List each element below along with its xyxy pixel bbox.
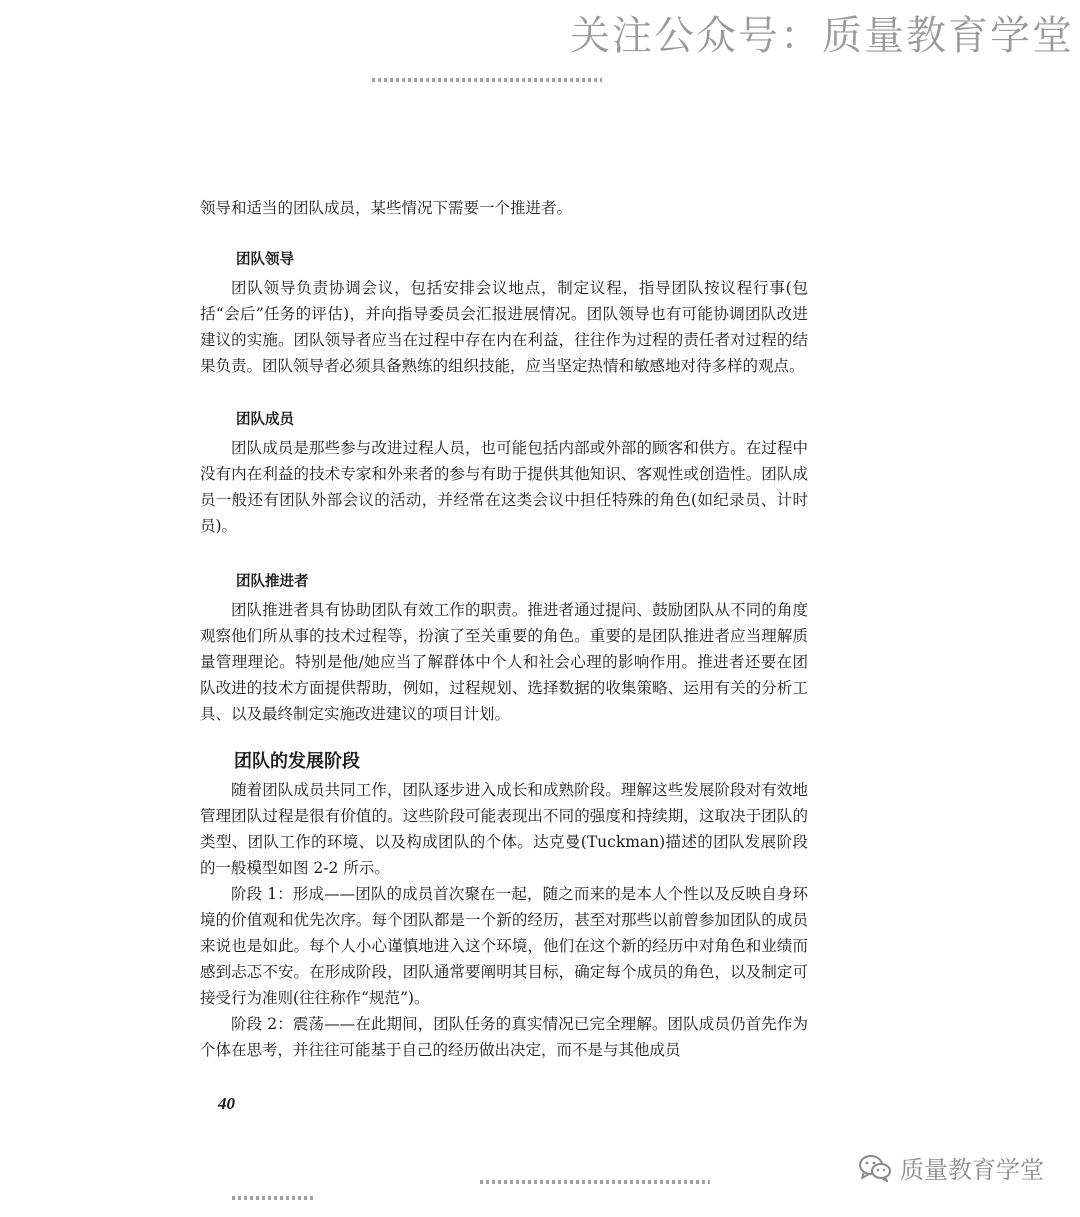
intro-paragraph: 领导和适当的团队成员，某些情况下需要一个推进者。 <box>200 199 573 217</box>
section-heading: 团队的发展阶段 <box>234 751 360 772</box>
section-paragraph: 团队领导负责协调会议，包括安排会议地点，制定议程，指导团队按议程行事(包括“会后”任务的评估)，并向指导委员会汇报进展情况。团队领导也有可能协调团队改进建议的实施。团队领导者应当在过程中存在内在利益，往往作为过程的责任者对过程的结果负责。团队领导者必须具备熟练的组织技能，应当坚定热情和敏感地对待多样的观点。 <box>200 279 808 375</box>
page-number: 40 <box>218 1094 235 1113</box>
scan-artifact-top <box>372 78 602 82</box>
section-heading: 团队成员 <box>236 412 294 428</box>
stages-paragraph: 随着团队成员共同工作，团队逐步进入成长和成熟阶段。理解这些发展阶段对有效地管理团队过程是很有价值的。这些阶段可能表现出不同的强度和持续期，这取决于团队的类型、团队工作的环境、以及构成团队的个体。达克曼(Tuckman)描述的团队发展阶段的一般模型如图 2-2 所示。 <box>200 781 808 877</box>
watermark-top: 关注公众号：质量教育学堂 <box>570 13 1074 59</box>
section-heading: 团队推进者 <box>236 574 309 590</box>
stage-2-paragraph: 阶段 2：震荡——在此期间，团队任务的真实情况已完全理解。团队成员仍首先作为个体在思考，并往往可能基于自己的经历做出决定，而不是与其他成员 <box>200 1015 808 1059</box>
section-team-facilitator <box>200 569 808 727</box>
scan-artifact-bottom-1 <box>480 1180 710 1184</box>
section-team-leader <box>200 247 808 379</box>
section-heading: 团队领导 <box>236 252 294 268</box>
page-body <box>200 195 808 1063</box>
stage-1-paragraph: 阶段 1：形成——团队的成员首次聚在一起，随之而来的是本人个性以及反映自身环境的价值观和优先次序。每个团队都是一个新的经历，甚至对那些以前曾参加团队的成员来说也是如此。每个人小心谨慎地进入这个环境，他们在这个新的经历中对角色和业绩而感到忐忑不安。在形成阶段，团队通常要阐明其目标，确定每个成员的角色，以及制定可接受行为准则(往往称作“规范”)。 <box>200 885 808 1007</box>
section-team-stages <box>200 749 808 1063</box>
section-team-member <box>200 407 808 539</box>
watermark-bottom-text: 质量教育学堂 <box>900 1156 1044 1184</box>
scan-artifact-bottom-2 <box>232 1196 316 1200</box>
section-paragraph: 团队成员是那些参与改进过程人员，也可能包括内部或外部的顾客和供方。在过程中没有内在利益的技术专家和外来者的参与有助于提供其他知识、客观性或创造性。团队成员一般还有团队外部会议的活动，并经常在这类会议中担任特殊的角色(如纪录员、计时员)。 <box>200 439 808 535</box>
watermark-bottom <box>858 1150 1044 1185</box>
section-paragraph: 团队推进者具有协助团队有效工作的职责。推进者通过提问、鼓励团队从不同的角度观察他们所从事的技术过程等，扮演了至关重要的角色。重要的是团队推进者应当理解质量管理理论。特别是他/她应当了解群体中个人和社会心理的影响作用。推进者还要在团队改进的技术方面提供帮助，例如，过程规划、选择数据的收集策略、运用有关的分析工具、以及最终制定实施改进建议的项目计划。 <box>200 601 808 723</box>
wechat-icon <box>858 1154 892 1182</box>
